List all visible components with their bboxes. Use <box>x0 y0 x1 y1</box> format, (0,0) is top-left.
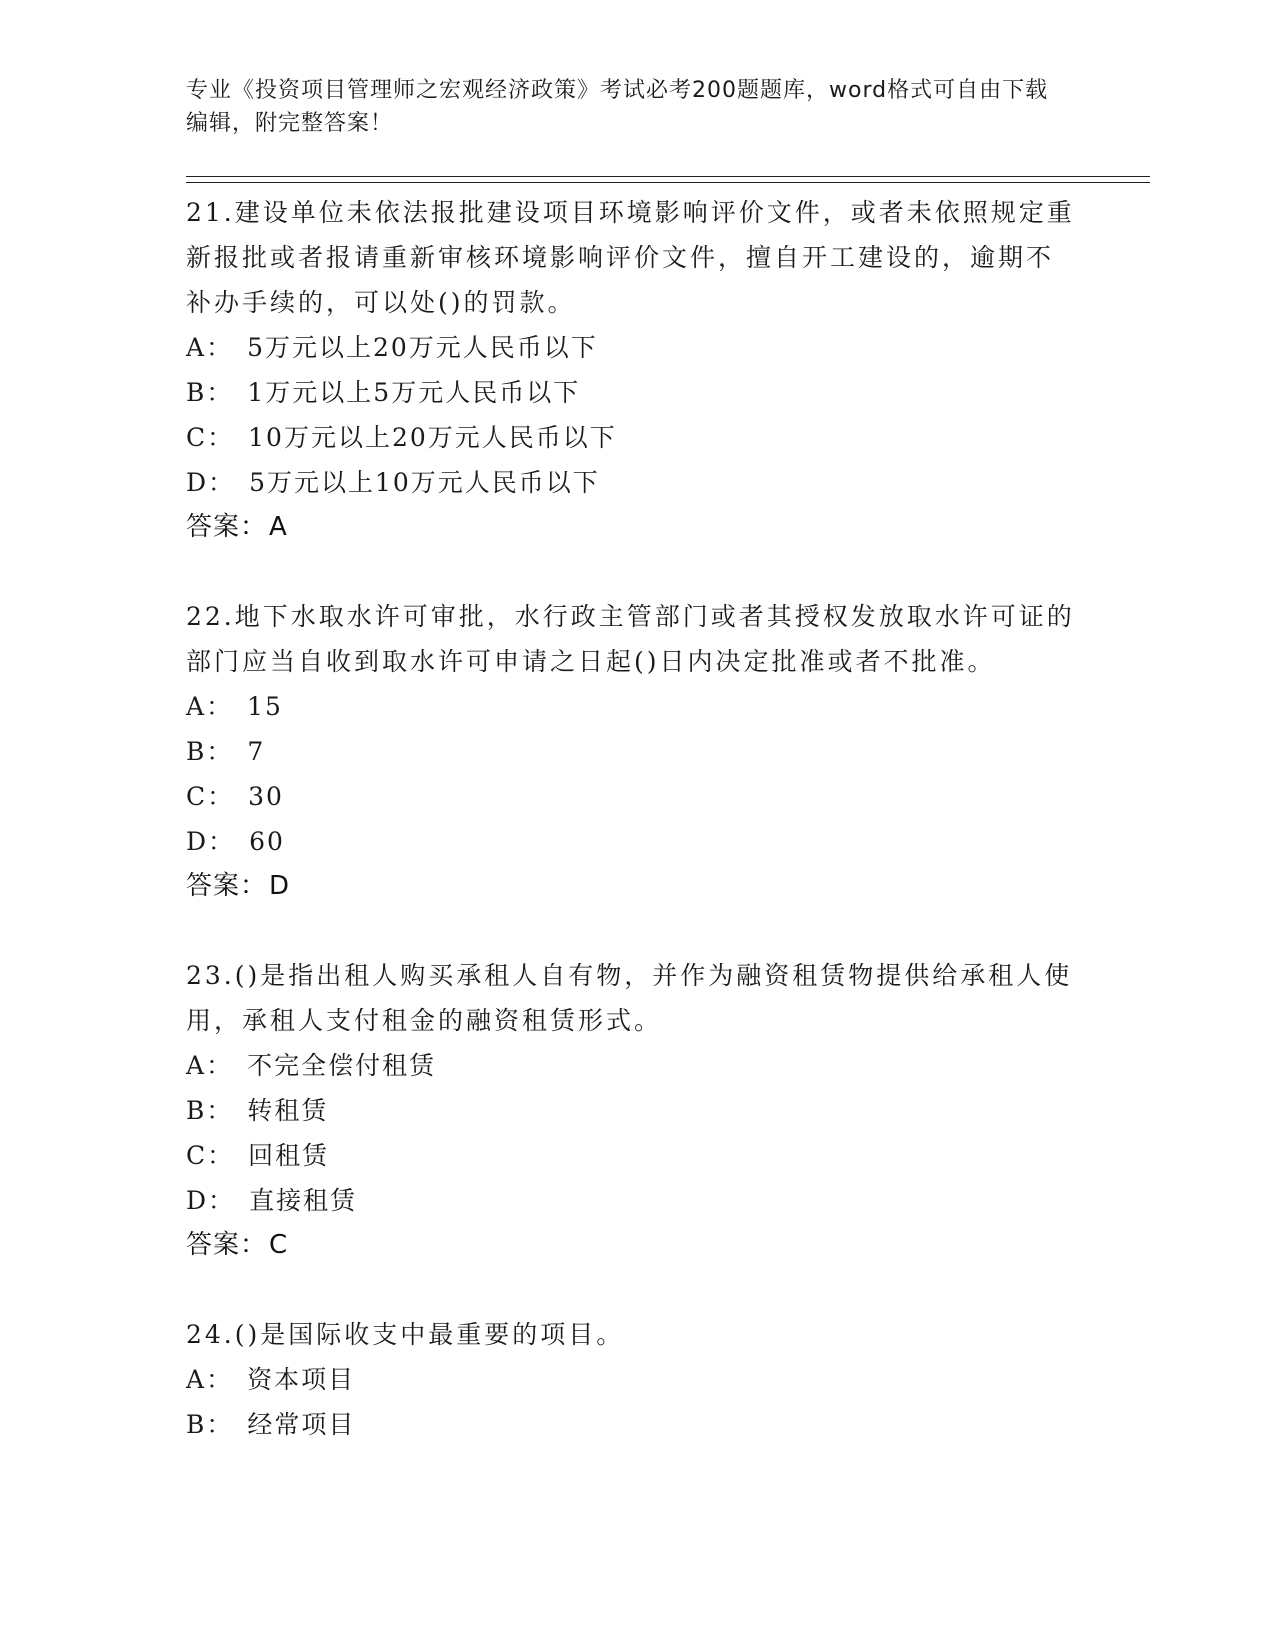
option-a: A： 5万元以上20万元人民币以下 <box>186 325 1076 370</box>
option-text: 经常项目 <box>247 1410 356 1439</box>
option-text: 1万元以上5万元人民币以下 <box>247 378 581 407</box>
option-letter: A <box>186 1051 207 1080</box>
option-letter: D <box>186 827 209 856</box>
question-stem: 23.()是指出租人购买承租人自有物，并作为融资租赁物提供给承租人使用，承租人支付租金的融资租赁形式。 <box>186 961 1073 1035</box>
question-23 <box>186 953 1076 1268</box>
option-text: 10万元以上20万元人民币以下 <box>248 423 617 452</box>
option-d: D： 直接租赁 <box>186 1178 1076 1223</box>
option-c: C： 回租赁 <box>186 1133 1076 1178</box>
option-letter: C <box>186 1141 208 1170</box>
document-header: 专业《投资项目管理师之宏观经济政策》考试必考200题题库，word格式可自由下载编辑，附完整答案！ <box>186 78 1049 136</box>
answer-value: D <box>269 871 291 901</box>
option-d: D： 5万元以上10万元人民币以下 <box>186 460 1076 505</box>
option-text: 5万元以上10万元人民币以下 <box>249 468 600 497</box>
option-a: A： 15 <box>186 684 1076 729</box>
option-text: 15 <box>247 692 283 721</box>
option-text: 不完全偿付租赁 <box>247 1051 437 1080</box>
answer-line <box>186 1223 1076 1268</box>
option-b: B： 1万元以上5万元人民币以下 <box>186 370 1076 415</box>
option-letter: A <box>186 1365 207 1394</box>
option-letter: B <box>186 1410 207 1439</box>
header-divider-top <box>186 176 1150 177</box>
question-stem: 22.地下水取水许可审批，水行政主管部门或者其授权发放取水许可证的部门应当自收到取水许可申请之日起()日内决定批准或者不批准。 <box>186 602 1075 676</box>
answer-label: 答案： <box>186 512 268 542</box>
question-stem: 21.建设单位未依法报批建设项目环境影响评价文件，或者未依照规定重新报批或者报请重新审核环境影响评价文件，擅自开工建设的，逾期不补办手续的，可以处()的罚款。 <box>186 198 1075 317</box>
option-c: C： 10万元以上20万元人民币以下 <box>186 415 1076 460</box>
option-text: 60 <box>249 827 285 856</box>
option-letter: B <box>186 1096 207 1125</box>
question-21 <box>186 190 1076 550</box>
option-a: A： 不完全偿付租赁 <box>186 1043 1076 1088</box>
option-letter: D <box>186 1186 209 1215</box>
answer-value: A <box>269 512 288 542</box>
option-letter: A <box>186 333 207 362</box>
option-text: 5万元以上20万元人民币以下 <box>247 333 598 362</box>
answer-label: 答案： <box>186 871 268 901</box>
question-list <box>186 190 1076 1491</box>
option-b: B： 经常项目 <box>186 1402 1076 1447</box>
option-text: 直接租赁 <box>249 1186 358 1215</box>
question-24 <box>186 1312 1076 1447</box>
option-c: C： 30 <box>186 774 1076 819</box>
answer-label: 答案： <box>186 1230 268 1260</box>
option-letter: B <box>186 737 207 766</box>
option-b: B： 7 <box>186 729 1076 774</box>
option-letter: B <box>186 378 207 407</box>
option-letter: C <box>186 423 208 452</box>
option-text: 回租赁 <box>248 1141 330 1170</box>
answer-line <box>186 864 1076 909</box>
option-letter: A <box>186 692 207 721</box>
option-b: B： 转租赁 <box>186 1088 1076 1133</box>
question-22 <box>186 594 1076 909</box>
question-stem: 24.()是国际收支中最重要的项目。 <box>186 1320 625 1349</box>
option-text: 30 <box>248 782 284 811</box>
option-text: 7 <box>247 737 266 766</box>
option-letter: D <box>186 468 209 497</box>
option-text: 资本项目 <box>247 1365 356 1394</box>
option-d: D： 60 <box>186 819 1076 864</box>
answer-value: C <box>269 1230 289 1260</box>
option-letter: C <box>186 782 208 811</box>
header-divider-bottom <box>186 182 1150 183</box>
option-text: 转租赁 <box>247 1096 329 1125</box>
option-a: A： 资本项目 <box>186 1357 1076 1402</box>
answer-line <box>186 505 1076 550</box>
